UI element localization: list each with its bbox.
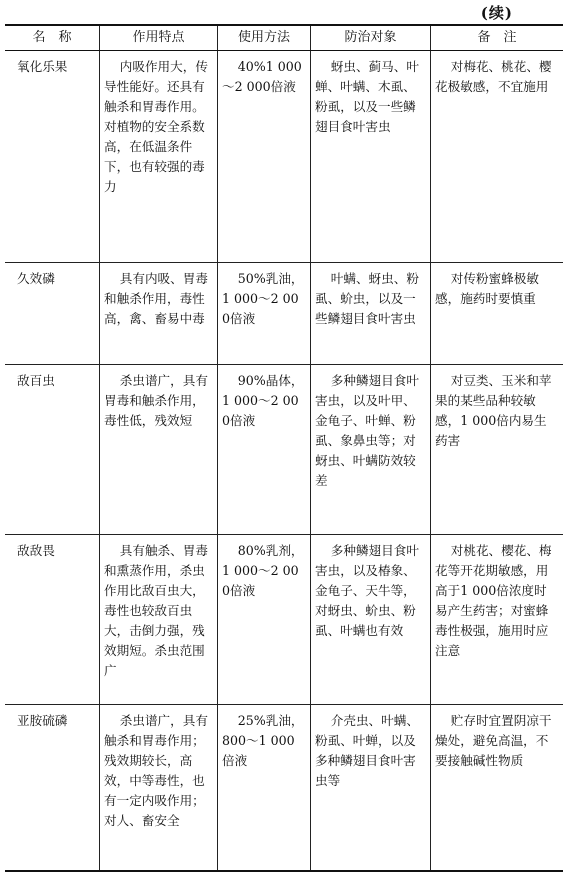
cell-notes: 对梅花、桃花、樱花极敏感，不宜施用 — [431, 51, 563, 263]
cell-features: 杀虫谱广，具有触杀和胃毒作用；残效期较长，高效，中等毒性，也有一定内吸作用；对人、畜安全 — [100, 705, 218, 871]
cell-notes: 贮存时宜置阴凉干燥处，避免高温，不要接触碱性物质 — [431, 705, 563, 871]
table-row — [5, 365, 563, 535]
cell-name: 亚胺硫磷 — [5, 705, 100, 871]
cell-targets: 蚜虫、蓟马、叶蝉、叶螨、木虱、粉虱，以及一些鳞翅目食叶害虫 — [311, 51, 431, 263]
table-row — [5, 263, 563, 365]
cell-usage: 90%晶体，1 000～2 000倍液 — [218, 365, 311, 535]
cell-usage: 25%乳油，800～1 000倍液 — [218, 705, 311, 871]
cell-usage: 50%乳油，1 000～2 000倍液 — [218, 263, 311, 365]
cell-usage: 40%1 000～2 000倍液 — [218, 51, 311, 263]
table-header-row — [5, 25, 563, 51]
cell-features: 内吸作用大，传导性能好。还具有触杀和胃毒作用。对植物的安全系数高，在低温条件下，也有较强的毒力 — [100, 51, 218, 263]
cell-features: 具有内吸、胃毒和触杀作用，毒性高，禽、畜易中毒 — [100, 263, 218, 365]
cell-notes: 对豆类、玉米和苹果的某些品种较敏感，1 000倍内易生药害 — [431, 365, 563, 535]
cell-notes: 对传粉蜜蜂极敏感，施药时要慎重 — [431, 263, 563, 365]
cell-targets: 多种鳞翅目食叶害虫，以及椿象、金龟子、天牛等，对蚜虫、蚧虫、粉虱、叶螨也有效 — [311, 535, 431, 705]
header-notes: 备 注 — [431, 25, 563, 51]
continued-label: (续) — [481, 2, 513, 23]
cell-usage: 80%乳剂，1 000～2 000倍液 — [218, 535, 311, 705]
header-usage: 使用方法 — [218, 25, 311, 51]
pesticide-table — [5, 24, 563, 872]
cell-targets: 介壳虫、叶螨、粉虱、叶蝉，以及多种鳞翅目食叶害虫等 — [311, 705, 431, 871]
table-row — [5, 535, 563, 705]
cell-name: 敌敌畏 — [5, 535, 100, 705]
cell-name: 久效磷 — [5, 263, 100, 365]
cell-features: 具有触杀、胃毒和熏蒸作用，杀虫作用比敌百虫大，毒性也较敌百虫大，击倒力强，残效期短。杀虫范围广 — [100, 535, 218, 705]
header-features: 作用特点 — [100, 25, 218, 51]
cell-notes: 对桃花、樱花、梅花等开花期敏感，用高于1 000倍浓度时易产生药害；对蜜蜂毒性极强，施用时应注意 — [431, 535, 563, 705]
header-targets: 防治对象 — [311, 25, 431, 51]
cell-features: 杀虫谱广，具有胃毒和触杀作用，毒性低，残效短 — [100, 365, 218, 535]
cell-targets: 多种鳞翅目食叶害虫，以及叶甲、金龟子、叶蝉、粉虱、象鼻虫等；对蚜虫、叶螨防效较差 — [311, 365, 431, 535]
cell-targets: 叶螨、蚜虫、粉虱、蚧虫，以及一些鳞翅目食叶害虫 — [311, 263, 431, 365]
table-row — [5, 705, 563, 871]
header-name: 名 称 — [5, 25, 100, 51]
cell-name: 氧化乐果 — [5, 51, 100, 263]
table-row — [5, 51, 563, 263]
cell-name: 敌百虫 — [5, 365, 100, 535]
